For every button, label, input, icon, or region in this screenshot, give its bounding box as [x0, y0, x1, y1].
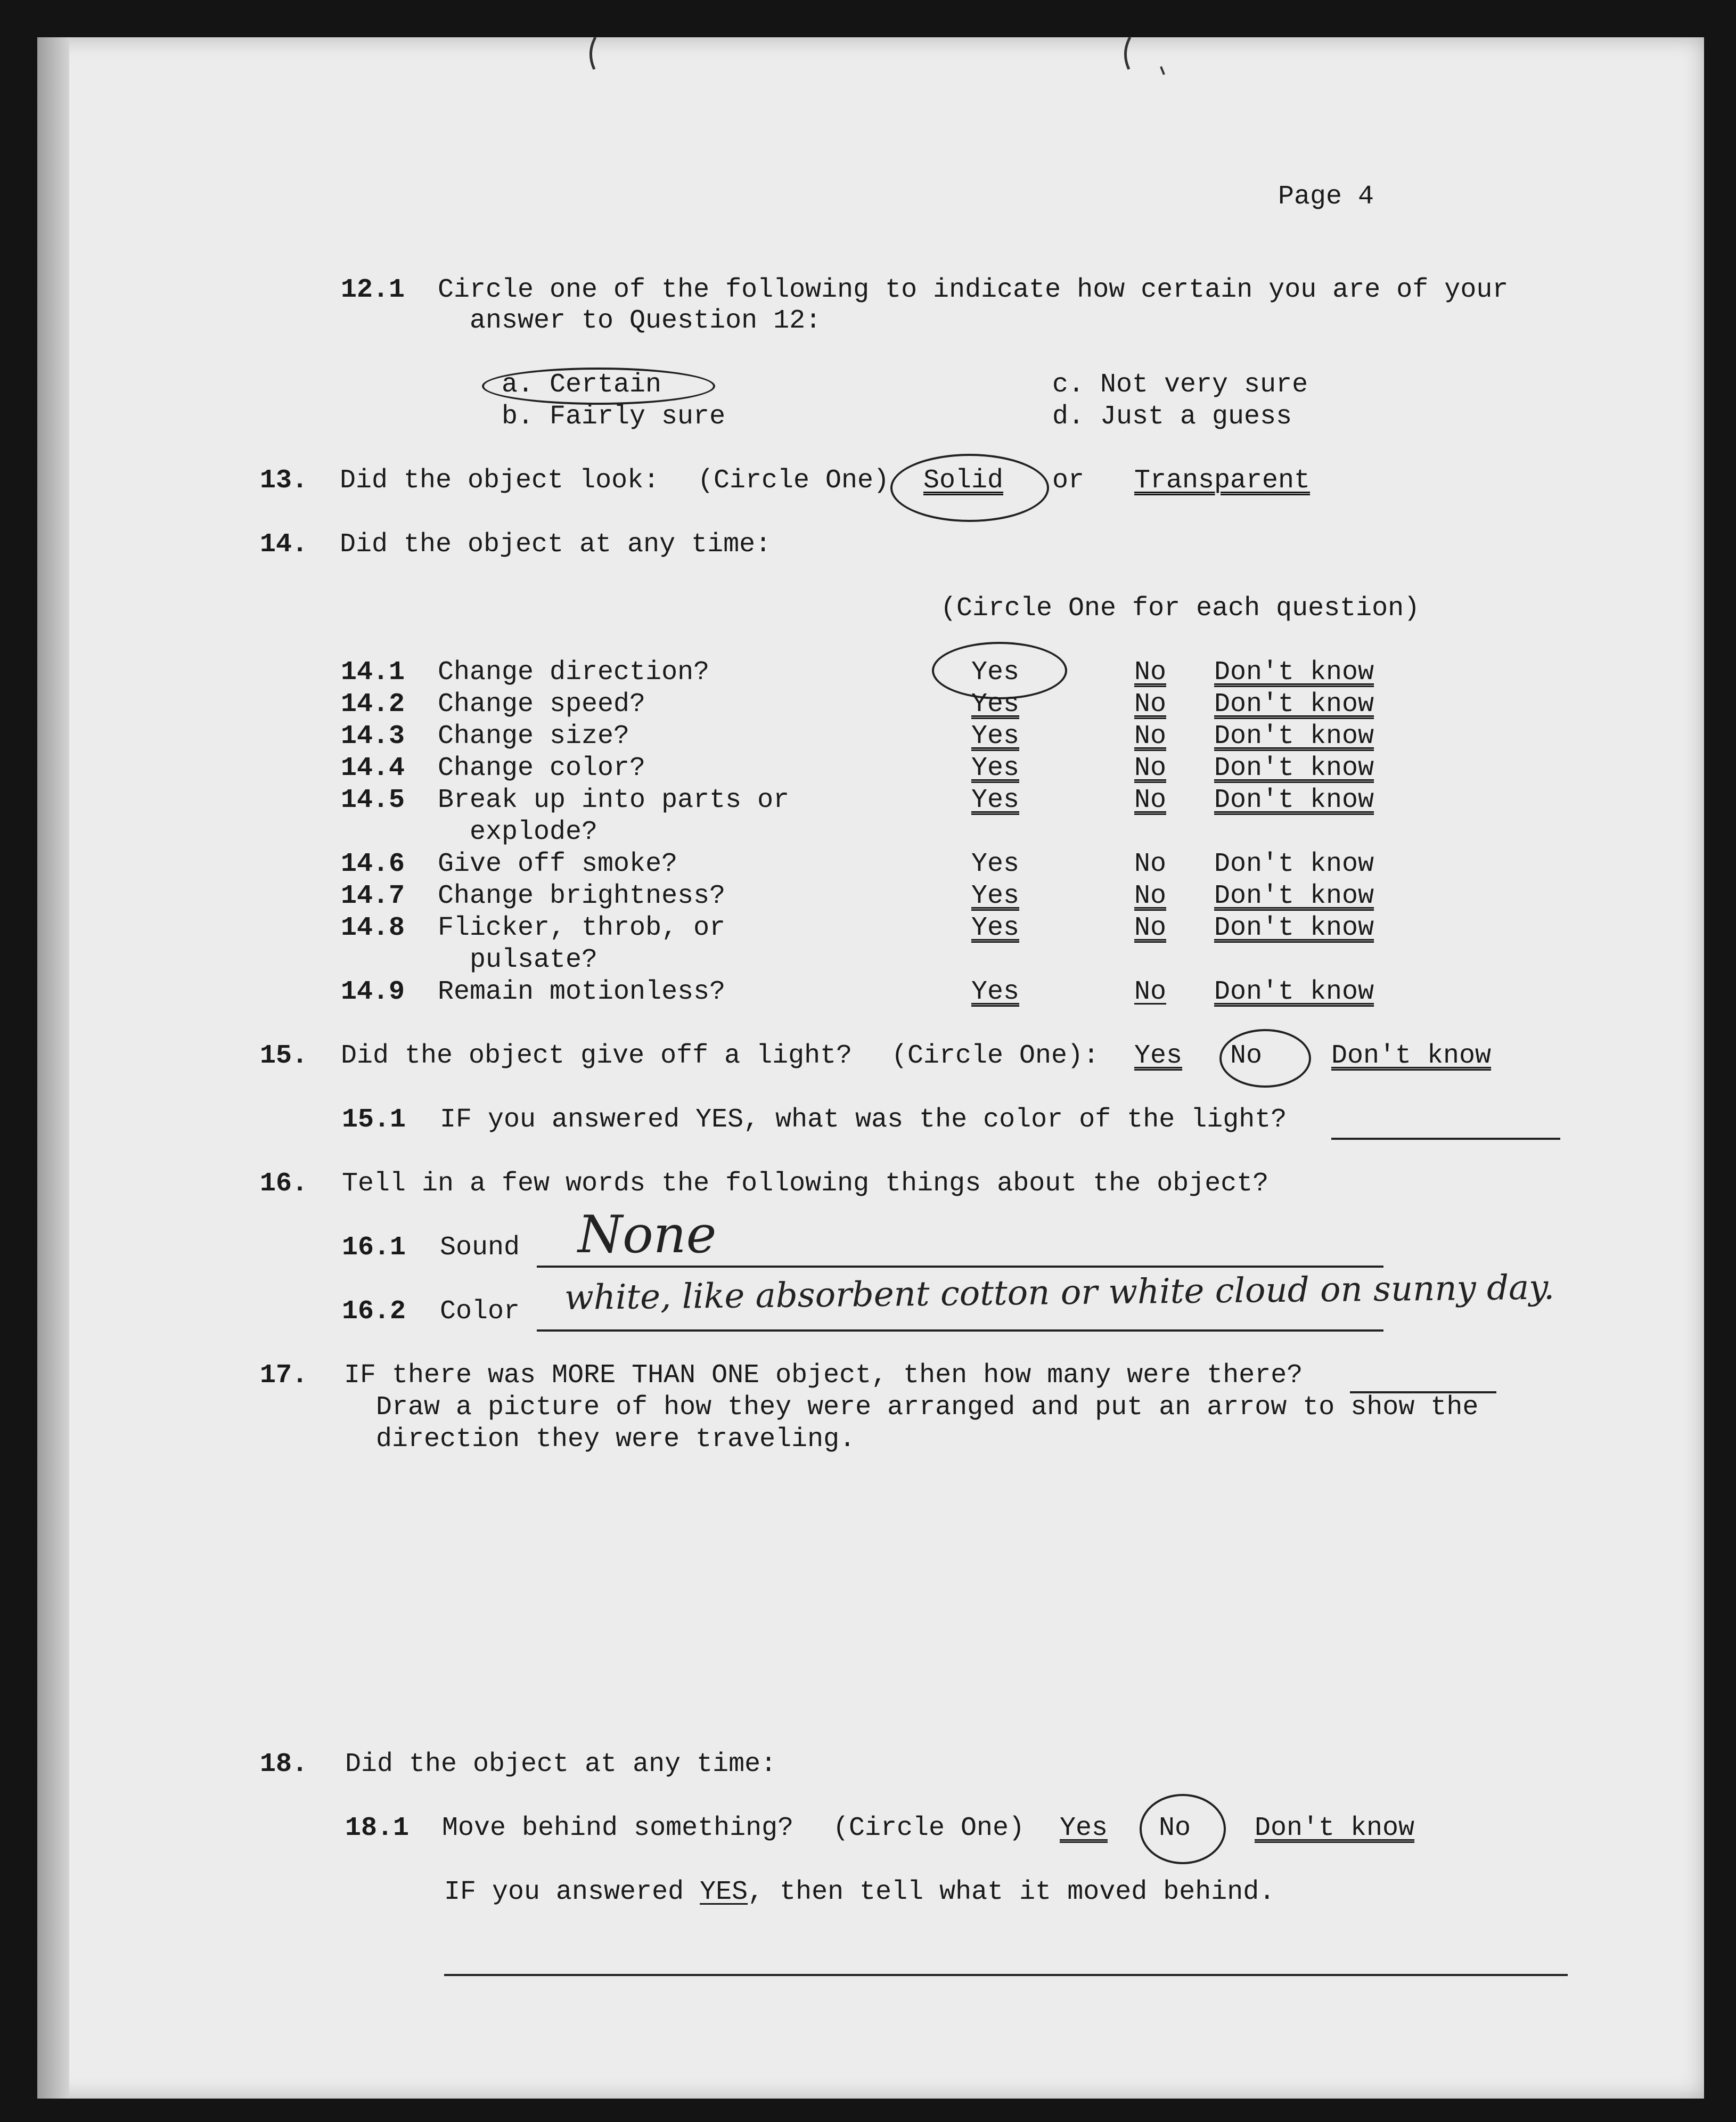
q15-number: 15.: [260, 1041, 308, 1071]
q15-1-text: IF you answered YES, what was the color of the light?: [440, 1105, 1287, 1135]
q13-option-solid[interactable]: Solid: [923, 466, 1004, 496]
q18-text: Did the object at any time:: [345, 1749, 777, 1780]
q15-1-number: 15.1: [342, 1105, 406, 1135]
q14-4-yes[interactable]: Yes: [971, 753, 1020, 783]
q15-dont-know[interactable]: Don't know: [1331, 1041, 1492, 1071]
q14-text: Did the object at any time:: [340, 529, 772, 560]
q16-1-handwritten-answer: None: [578, 1205, 717, 1264]
q14-8-no[interactable]: No: [1134, 913, 1167, 943]
q14-8-yes[interactable]: Yes: [971, 913, 1020, 943]
q14-number: 14.: [260, 529, 308, 560]
q14-item-number: 14.1: [341, 657, 405, 688]
q14-9-dont-know[interactable]: Don't know: [1214, 977, 1374, 1007]
q18-1-yes[interactable]: Yes: [1060, 1813, 1108, 1843]
q14-item-text-cont: explode?: [470, 817, 598, 847]
q14-item-number: 14.8: [341, 913, 405, 943]
q14-9-yes[interactable]: Yes: [971, 977, 1020, 1007]
q18-1-followup-suffix: , then tell what it moved behind.: [748, 1877, 1275, 1907]
q12-1-option-c[interactable]: c. Not very sure: [1052, 370, 1308, 400]
q13-or: or: [1052, 466, 1085, 496]
q14-item-number: 14.3: [341, 721, 405, 752]
q14-7-yes[interactable]: Yes: [971, 881, 1020, 911]
q14-5-yes[interactable]: Yes: [971, 785, 1020, 815]
q14-1-no[interactable]: No: [1134, 657, 1167, 688]
q14-1-dont-know[interactable]: Don't know: [1214, 657, 1374, 688]
q18-1-followup-prefix: IF you answered: [444, 1877, 700, 1907]
q12-1-option-b[interactable]: b. Fairly sure: [502, 402, 726, 432]
q14-item-text: Change direction?: [438, 657, 710, 688]
q14-6-no[interactable]: No: [1134, 849, 1167, 879]
q14-item-text: Change color?: [438, 753, 646, 783]
scan-mark: [1161, 67, 1164, 75]
q14-4-dont-know[interactable]: Don't know: [1214, 753, 1374, 783]
q16-2-handwritten-answer: white, like absorbent cotton or white cloud on sunny day.: [564, 1268, 1555, 1318]
q14-item-text-cont: pulsate?: [470, 945, 598, 975]
q14-item-text: Change speed?: [438, 689, 646, 720]
q14-6-dont-know[interactable]: Don't know: [1214, 849, 1374, 879]
q13-option-transparent[interactable]: Transparent: [1134, 466, 1311, 496]
q14-item-number: 14.2: [341, 689, 405, 720]
q14-item-number: 14.9: [341, 977, 405, 1007]
q14-item-text: Change size?: [438, 721, 630, 752]
q14-item-text: Give off smoke?: [438, 849, 678, 879]
q18-1-dont-know[interactable]: Don't know: [1255, 1813, 1415, 1843]
q14-1-yes[interactable]: Yes: [971, 657, 1020, 688]
q14-7-dont-know[interactable]: Don't know: [1214, 881, 1374, 911]
q14-2-dont-know[interactable]: Don't know: [1214, 689, 1374, 720]
q15-no[interactable]: No: [1230, 1041, 1263, 1071]
q14-7-no[interactable]: No: [1134, 881, 1167, 911]
q14-item-text: Change brightness?: [438, 881, 726, 911]
q18-1-number: 18.1: [345, 1813, 410, 1843]
q14-3-no[interactable]: No: [1134, 721, 1167, 752]
q14-2-yes[interactable]: Yes: [971, 689, 1020, 720]
q17-text-line3: direction they were traveling.: [376, 1424, 856, 1455]
q18-1-instruction: (Circle One): [833, 1813, 1025, 1843]
q18-1-text: Move behind something?: [442, 1813, 794, 1843]
q13-number: 13.: [260, 466, 308, 496]
q13-text: Did the object look:: [340, 466, 660, 496]
q14-item-text: Flicker, throb, or: [438, 913, 726, 943]
q16-1-label: Sound: [440, 1233, 520, 1263]
q14-item-number: 14.5: [341, 785, 405, 815]
q14-item-text: Remain motionless?: [438, 977, 726, 1007]
q16-2-number: 16.2: [342, 1296, 406, 1327]
q15-text: Did the object give off a light?: [341, 1041, 853, 1071]
q14-8-dont-know[interactable]: Don't know: [1214, 913, 1374, 943]
q12-1-number: 12.1: [341, 275, 405, 305]
q16-2-label: Color: [440, 1296, 520, 1327]
q14-9-no[interactable]: No: [1134, 977, 1167, 1007]
q16-1-number: 16.1: [342, 1233, 406, 1263]
q17-text-line2: Draw a picture of how they were arranged and put an arrow to show the: [376, 1392, 1479, 1423]
q18-1-no[interactable]: No: [1159, 1813, 1191, 1843]
q16-number: 16.: [260, 1169, 308, 1199]
q18-1-followup-yes: YES: [700, 1877, 748, 1907]
scan-mark: [591, 37, 595, 69]
q14-6-yes[interactable]: Yes: [971, 849, 1020, 879]
page-number: Page 4: [1278, 182, 1374, 212]
q14-3-dont-know[interactable]: Don't know: [1214, 721, 1374, 752]
q14-item-text: Break up into parts or: [438, 785, 790, 815]
q15-instruction: (Circle One):: [891, 1041, 1100, 1071]
q17-text-line1: IF there was MORE THAN ONE object, then how many were there?: [344, 1360, 1303, 1391]
q12-1-text-line2: answer to Question 12:: [470, 306, 822, 336]
q14-item-number: 14.6: [341, 849, 405, 879]
q15-yes[interactable]: Yes: [1134, 1041, 1183, 1071]
q17-number: 17.: [260, 1360, 308, 1391]
q14-2-no[interactable]: No: [1134, 689, 1167, 720]
q12-1-text-line1: Circle one of the following to indicate how certain you are of your: [438, 275, 1509, 305]
q12-1-option-d[interactable]: d. Just a guess: [1052, 402, 1292, 432]
q14-item-number: 14.4: [341, 753, 405, 783]
q12-1-option-a[interactable]: a. Certain: [502, 370, 662, 400]
q18-number: 18.: [260, 1749, 308, 1780]
q13-instruction: (Circle One): [698, 466, 890, 496]
q16-text: Tell in a few words the following things about the object?: [342, 1169, 1269, 1199]
q14-instruction: (Circle One for each question): [940, 593, 1420, 624]
q14-5-dont-know[interactable]: Don't know: [1214, 785, 1374, 815]
q14-4-no[interactable]: No: [1134, 753, 1167, 783]
q14-item-number: 14.7: [341, 881, 405, 911]
q14-5-no[interactable]: No: [1134, 785, 1167, 815]
scan-mark: [1125, 37, 1130, 69]
q14-3-yes[interactable]: Yes: [971, 721, 1020, 752]
